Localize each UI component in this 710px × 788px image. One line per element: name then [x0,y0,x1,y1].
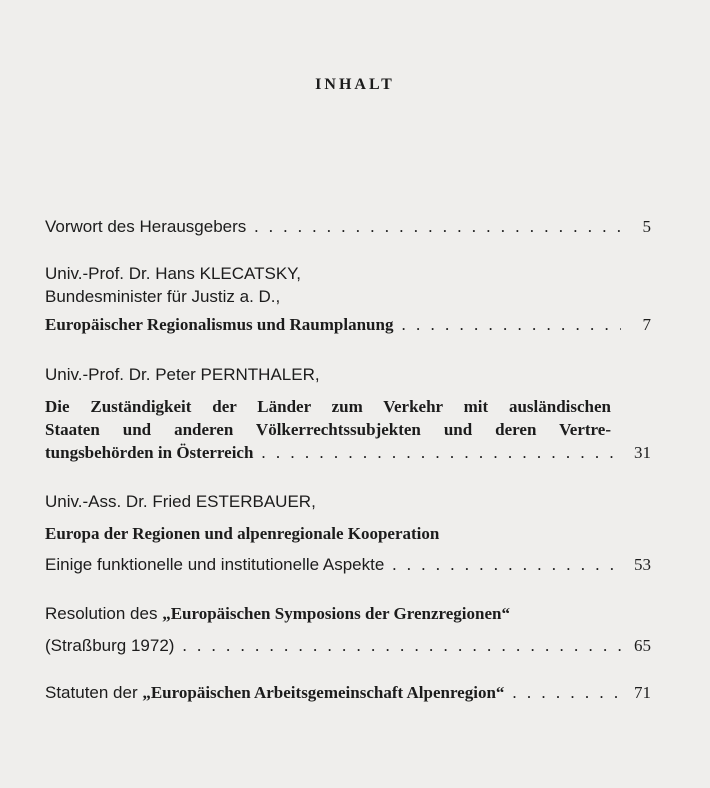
leader-dots [401,314,621,336]
entry-prefix: Resolution des [45,604,163,623]
toc-entry-vorwort[interactable] [45,216,651,238]
leader-dots [254,216,621,238]
author-name: Univ.-Prof. Dr. Peter PERNTHALER, [45,365,320,384]
author-affiliation: Bundesminister für Justiz a. D., [45,287,281,306]
author-name: Univ.-Prof. Dr. Hans KLECATSKY, [45,264,302,283]
page-number: 65 [634,636,651,655]
page-number: 71 [634,683,651,702]
entry-prefix: Statuten der [45,683,143,702]
leader-dots [182,635,621,657]
contents-heading: INHALT [315,76,395,93]
leader-dots [512,682,621,704]
entry-title: „Europäischen Symposions der Grenzregionen“ [162,604,510,623]
entry-title: Europäischer Regionalismus und Raumplanung [45,315,394,334]
entry-subtitle: Einige funktionelle und institutionelle Aspekte [45,555,385,574]
toc-title-esterbauer[interactable] [45,523,651,545]
entry-title: Europa der Regionen und alpenregionale Kooperation [45,524,440,543]
page-number: 5 [642,217,651,236]
toc-entry-resolution[interactable] [45,635,651,657]
entry-title-line: tungsbehörden in Österreich [45,443,254,462]
entry-title: „Europäischen Arbeitsgemeinschaft Alpenregion“ [142,683,505,702]
toc-entry-pernthaler[interactable] [45,442,651,464]
toc-title-resolution[interactable] [45,603,651,625]
toc-author-klecatsky [45,263,651,285]
author-name: Univ.-Ass. Dr. Fried ESTERBAUER, [45,492,316,511]
toc-affiliation-klecatsky [45,286,651,308]
toc-entry-klecatsky[interactable] [45,314,651,336]
toc-author-pernthaler [45,364,651,386]
entry-title: Vorwort des Herausgebers [45,217,247,236]
leader-dots [261,442,621,464]
entry-title-line[interactable]: Staaten und anderen Völkerrechtssubjekten und deren Vertre- [45,420,611,439]
entry-title-line[interactable]: Die Zuständigkeit der Länder zum Verkehr mit ausländischen [45,397,611,416]
toc-entry-statuten[interactable] [45,682,651,704]
page-number: 7 [642,315,651,334]
page-number: 53 [634,555,651,574]
toc-author-esterbauer [45,491,651,513]
page-number: 31 [634,443,651,462]
toc-entry-esterbauer[interactable] [45,554,651,576]
leader-dots [392,554,621,576]
entry-place: (Straßburg 1972) [45,636,175,655]
